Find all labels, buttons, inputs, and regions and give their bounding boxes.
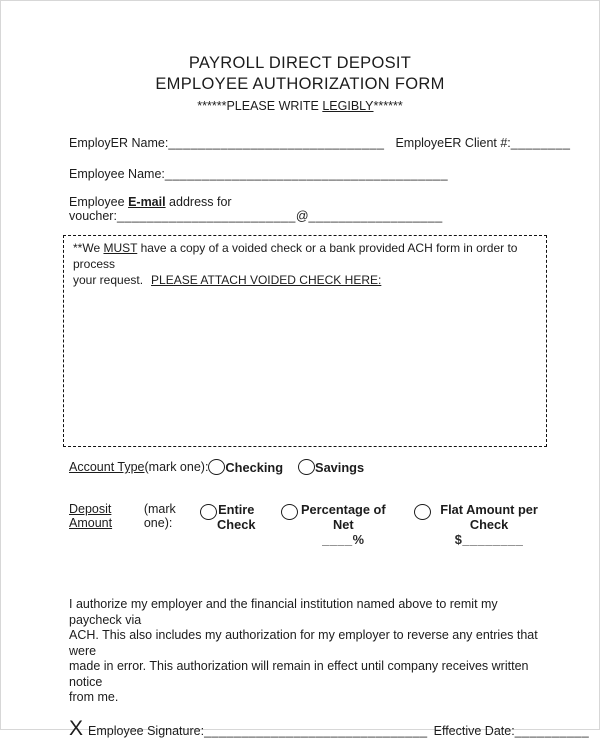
form-header — [1, 1, 599, 113]
employer-name-blank[interactable]: _____________________________ — [168, 136, 385, 150]
deposit-option-percentage — [281, 502, 388, 547]
savings-radio[interactable] — [298, 459, 315, 475]
account-option-checking — [208, 459, 283, 475]
entire-check-radio[interactable] — [200, 504, 217, 520]
account-type-label: Account Type — [69, 460, 145, 474]
effective-date-label: Effective Date: — [433, 723, 515, 738]
legibility-note — [1, 99, 599, 113]
legibility-note-prefix: ******PLEASE WRITE — [197, 99, 323, 113]
signature-blank[interactable]: ______________________________ — [204, 723, 428, 738]
deposit-amount-mark-one: (mark one): — [143, 502, 176, 530]
attach-text-must: MUST — [103, 241, 138, 255]
employee-email-row — [69, 195, 547, 223]
account-type-mark-one: (mark one): — [144, 460, 209, 474]
email-label-prefix: Employee — [69, 195, 129, 209]
form-title-line2: EMPLOYEE AUTHORIZATION FORM — [155, 75, 445, 93]
attach-here-label: PLEASE ATTACH VOIDED CHECK HERE: — [151, 273, 382, 287]
legibility-note-word: LEGIBLY — [322, 99, 374, 113]
entire-check-line2: Check — [217, 517, 256, 532]
deposit-amount-label: Deposit Amount — [69, 502, 113, 530]
deposit-amount-row — [69, 502, 547, 547]
percentage-line1: Percentage of Net — [301, 502, 386, 532]
authorization-line-4: from me. — [69, 690, 119, 704]
employee-name-row — [69, 167, 547, 181]
email-label-bold: E-mail — [128, 195, 166, 209]
email-local-blank[interactable]: ________________________ — [116, 209, 296, 223]
checking-label: Checking — [225, 459, 284, 475]
signature-label: Employee Signature: — [88, 723, 205, 738]
attach-instructions — [73, 240, 537, 288]
deposit-option-entire-check — [200, 502, 255, 532]
signature-row — [69, 716, 590, 740]
attach-text-line2: your request. — [73, 273, 144, 287]
employer-client-blank[interactable]: ________ — [510, 136, 571, 150]
employee-name-label: Employee Name: — [69, 167, 165, 181]
percentage-blank[interactable]: ____% — [322, 532, 365, 547]
attach-text-prefix: **We — [73, 241, 104, 255]
deposit-option-flat-amount — [414, 502, 547, 547]
legibility-note-suffix: ****** — [373, 99, 403, 113]
email-at-sign: @ — [295, 209, 309, 223]
voided-check-attach-box[interactable] — [63, 235, 547, 447]
employee-name-blank[interactable]: ______________________________________ — [164, 167, 449, 181]
form-title-line1: PAYROLL DIRECT DEPOSIT — [188, 54, 412, 72]
attach-text-line1: have a copy of a voided check or a bank provided ACH form in order to process — [73, 241, 518, 271]
signature-x-mark: X — [69, 716, 84, 740]
email-domain-blank[interactable]: __________________ — [308, 209, 443, 223]
authorization-line-3: made in error. This authorization will remain in effect until company receives written notice — [69, 659, 529, 689]
account-option-savings — [298, 459, 364, 475]
checking-radio[interactable] — [208, 459, 225, 475]
percentage-radio[interactable] — [281, 504, 298, 520]
flat-amount-radio[interactable] — [414, 504, 431, 520]
effective-date-blank[interactable]: __________ — [514, 723, 590, 738]
employer-client-label: EmployeER Client #: — [395, 136, 511, 150]
authorization-line-2: ACH. This also includes my authorization for my employer to reverse any entries that were — [69, 628, 538, 658]
flat-amount-line1: Flat Amount per Check — [440, 502, 538, 532]
authorization-line-1: I authorize my employer and the financial institution named above to remit my paycheck via — [69, 597, 498, 627]
account-type-row — [69, 459, 547, 475]
employer-row — [69, 136, 571, 150]
entire-check-line1: Entire — [218, 502, 255, 517]
authorization-paragraph — [69, 597, 547, 706]
flat-amount-blank[interactable]: $________ — [454, 532, 524, 547]
savings-label: Savings — [315, 459, 365, 475]
employer-name-label: EmployER Name: — [69, 136, 169, 150]
email-label-rest: address for voucher: — [69, 195, 232, 223]
form-body — [69, 136, 590, 740]
